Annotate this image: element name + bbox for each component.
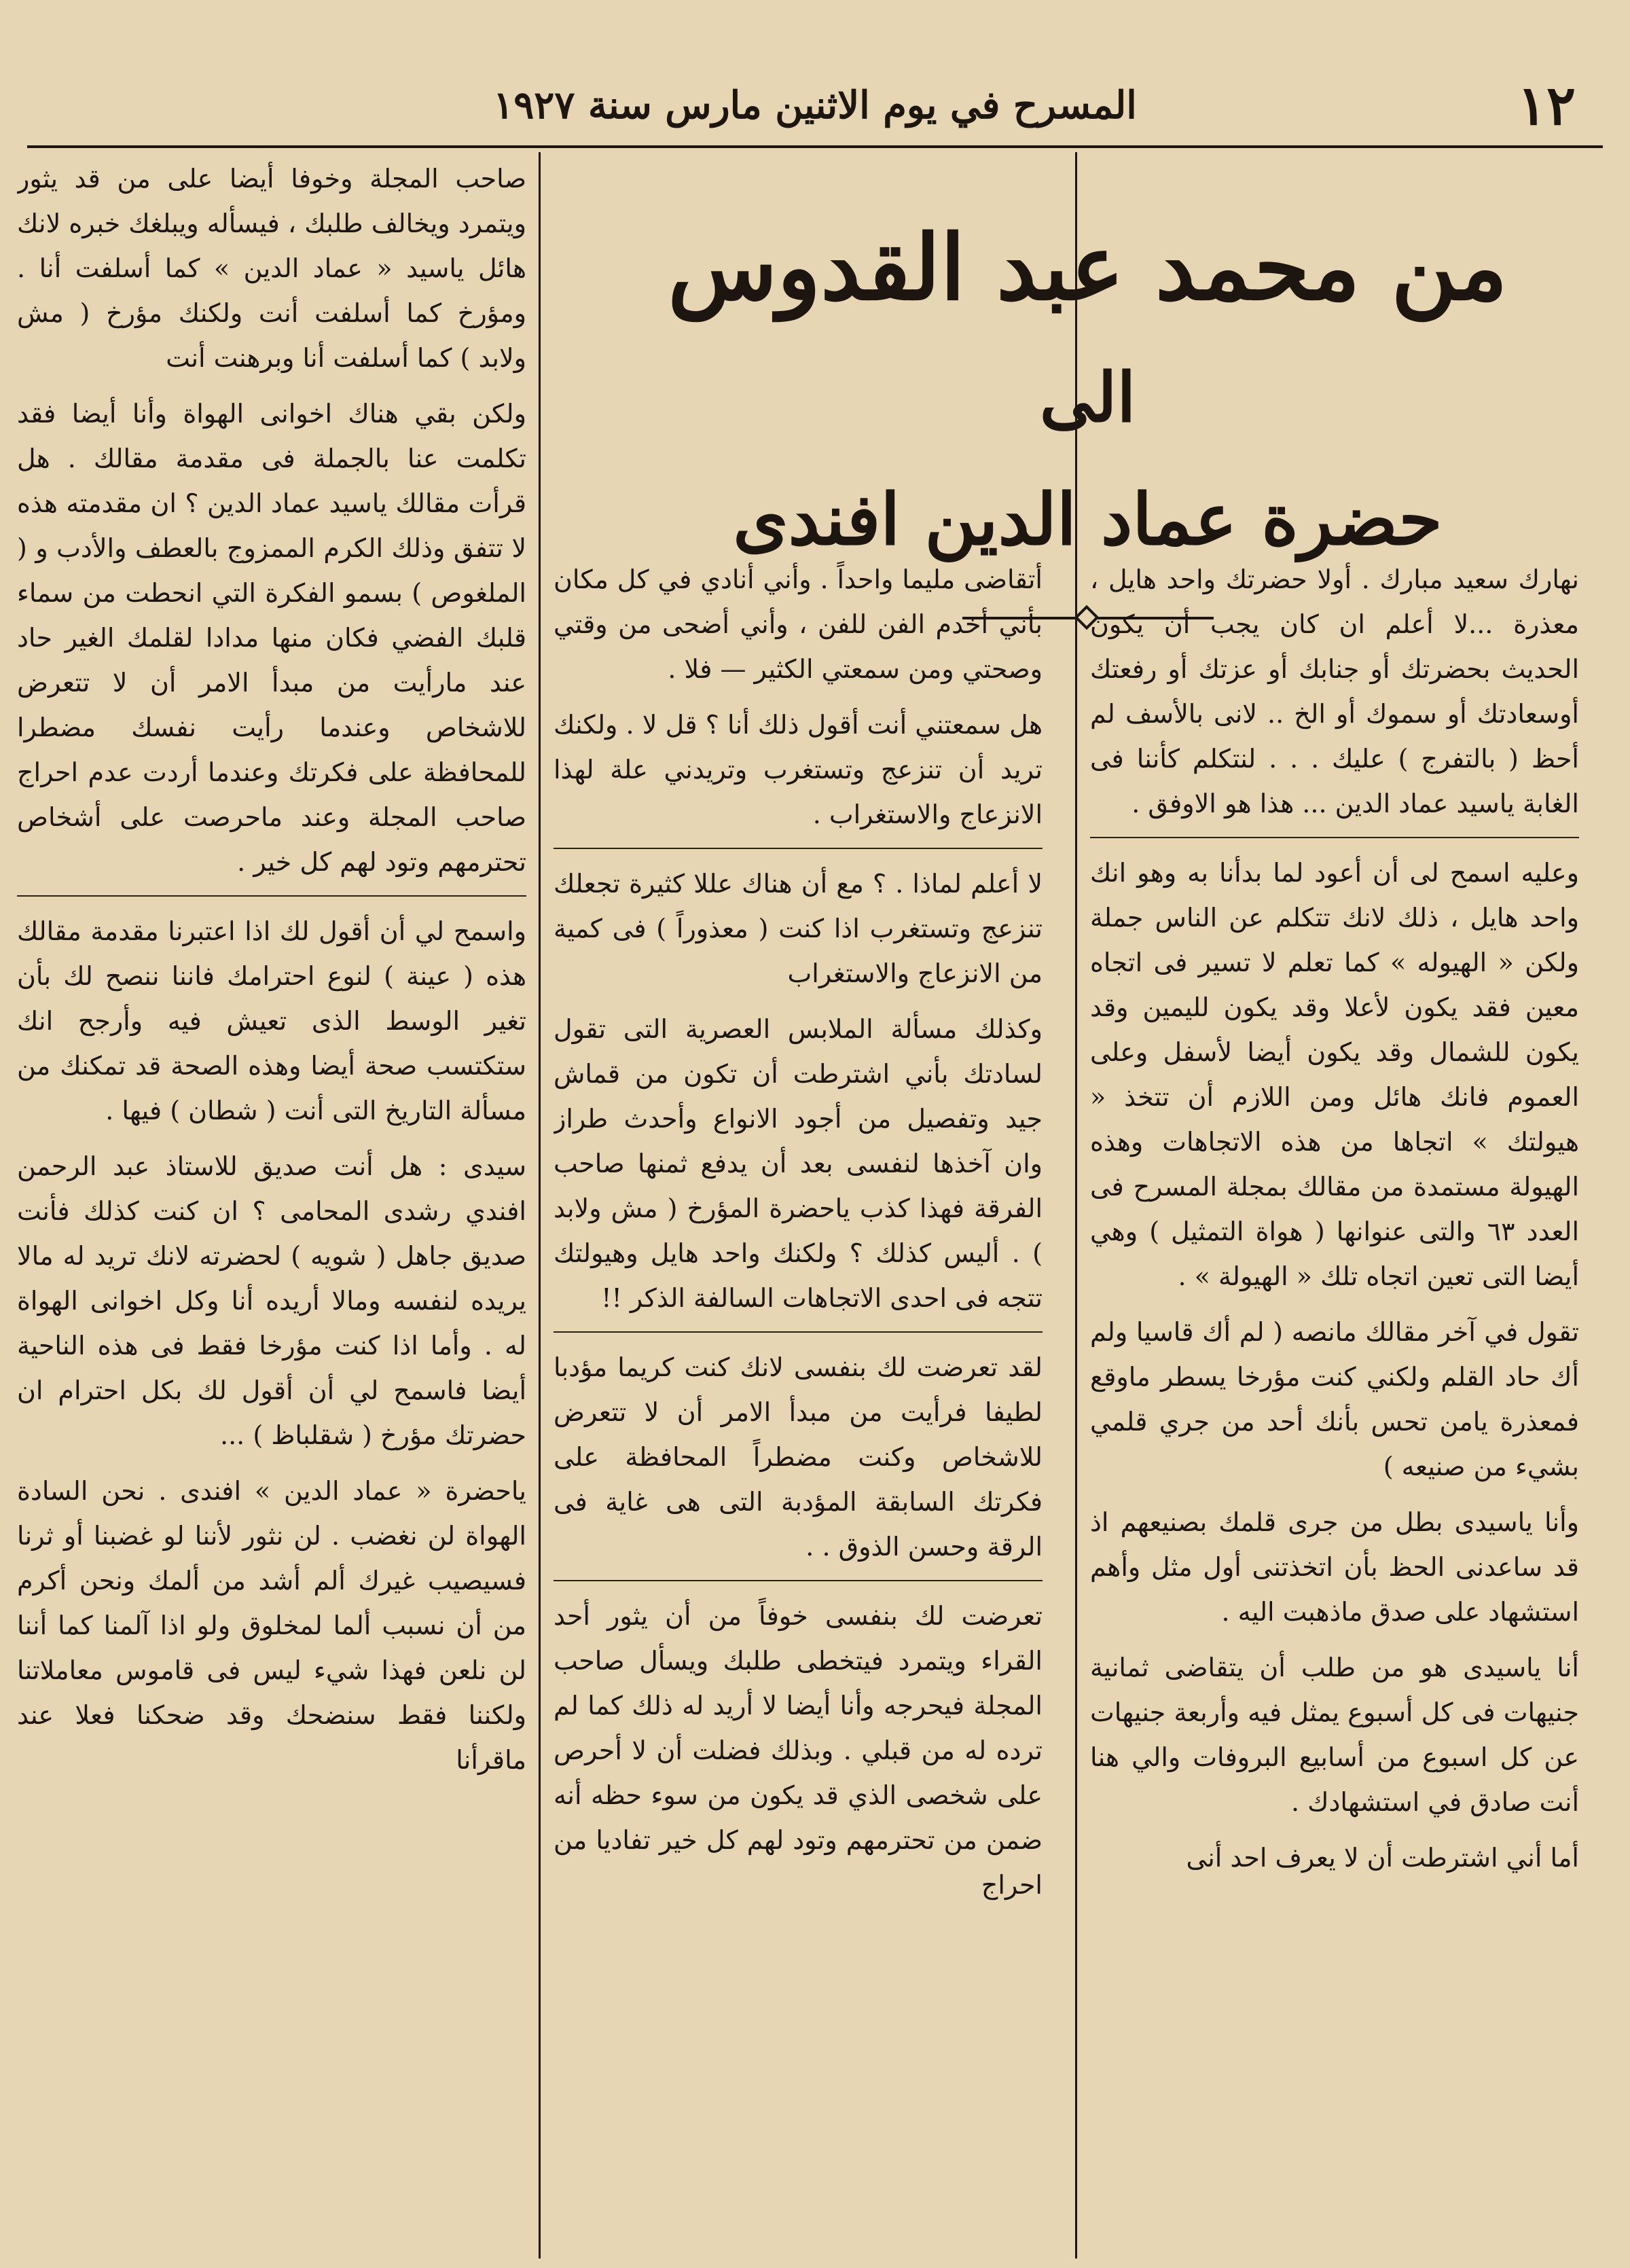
column-divider-left <box>539 152 541 2258</box>
headline-from: من محمد عبد القدوس <box>668 215 1508 321</box>
paragraph: لا أعلم لماذا . ؟ مع أن هناك عللا كثيرة تجعلك تنزعج وتستغرب اذا كنت ( معذوراً ) فى كمية من الانزعاج والاستغراب <box>554 848 1043 996</box>
paragraph: وأنا ياسيدى بطل من جرى قلمك بصنيعهم اذ قد ساعدنى الحظ بأن اتخذتنى أول مثل وأهم استشهاد على صدق ماذهبت اليه . <box>1090 1507 1579 1627</box>
paragraph: تعرضت لك بنفسى خوفاً من أن يثور أحد القراء ويتمرد فيتخطى طلبك ويسأل صاحب المجلة فيحرجه وأنا أيضا لا أريد له ذلك كما لم ترده له من قبلي . وبذلك فضلت أن لا أحرص على شخصى الذي قد يكون من سوء حظه أنه ضمن من تحترمهم وتود لهم كل خير تفاديا من احراج <box>554 1580 1043 1907</box>
paragraph: سيدى : هل أنت صديق للاستاذ عبد الرحمن افندي رشدى المحامى ؟ ان كنت كذلك فأنت صديق جاهل ( شويه ) لحضرته لانك تريد له مالا يريده لنفسه ومالا أريده أنا وكل اخوانى الهواة له . وأما اذا كنت مؤرخا فقط فى هذه الناحية أيضا فاسمح لي أن أقول لك بكل احترام ان حضرتك مؤرخ ( شقلباظ ) ... <box>17 1151 526 1450</box>
paragraph: نهارك سعيد مبارك . أولا حضرتك واحد هايل ، معذرة ...لا أعلم ان كان يجب أن يكون الحديث بحضرتك أو جنابك أو عزتك أو رفعتك أوسعادتك أو سموك أو الخ .. لانى بالأسف لم أحظ ( بالتفرج ) عليك . . . لنتكلم كأننا فى الغابة ياسيد عماد الدين ... هذا هو الاوفق . <box>1090 564 1579 818</box>
paragraph: واسمح لي أن أقول لك اذا اعتبرنا مقدمة مقالك هذه ( عينة ) لنوع احترامك فاننا ننصح لك بأن تغير الوسط الذى تعيش فيه وأرجح انك ستكتسب صحة أيضا وهذه الصحة قد تمكنك من مسألة التاريخ التى أنت ( شطان ) فيها . <box>17 895 526 1133</box>
paragraph: صاحب المجلة وخوفا أيضا على من قد يثور ويتمرد ويخالف طلبك ، فيسأله ويبلغك خبره لانك هائل ياسيد « عماد الدين » كما أسلفت أنا . ومؤرخ كما أسلفت أنت ولكنك مؤرخ ( مش ولابد ) كما أسلفت أنا وبرهنت أنت <box>17 164 526 373</box>
paragraph: ياحضرة « عماد الدين » افندى . نحن السادة الهواة لن نغضب . لن نثور لأننا لو غضبنا أو ثرنا فسيصيب غيرك ألم أشد من ألمك ونحن أكرم من أن نسبب ألما لمخلوق ولو اذا آلمنا كما أننا لن نلعن فهذا شيء ليس فى قاموس معاملاتنا ولكننا فقط سنضحك وقد ضحكنا فعلا عند ماقرأنا <box>17 1476 526 1775</box>
paragraph: ولكن بقي هناك اخوانى الهواة وأنا أيضا فقد تكلمت عنا بالجملة فى مقدمة مقالك . هل قرأت مقالك ياسيد عماد الدين ؟ ان مقدمته هذه لا تتفق وذلك الكرم الممزوج بالعطف والأدب و ( الملغوص ) بسمو الفكرة التي انحطت من سماء قلبك الفضي فكان منها مدادا لقلمك الغير حاد عند مارأيت من مبدأ الامر أن لا تتعرض للاشخاص وعندما رأيت نفسك مضطرا للمحافظة على فكرتك وعندما أردت عدم احراج صاحب المجلة وعند ماحرصت على أشخاص تحترمهم وتود لهم كل خير . <box>17 399 526 877</box>
paragraph: هل سمعتني أنت أقول ذلك أنا ؟ قل لا . ولكنك تريد أن تنزعج وتستغرب وتريدني علة لهذا الانزعاج والاستغراب . <box>554 710 1043 829</box>
page-number: ١٢ <box>1517 73 1576 137</box>
page-header <box>27 65 1603 148</box>
paragraph: أنا ياسيدى هو من طلب أن يتقاضى ثمانية جنيهات فى كل أسبوع يمثل فيه وأربعة جنيهات عن كل اسبوع من أسابيع البروفات والي هنا أنت صادق في استشهادك . <box>1090 1653 1579 1817</box>
paragraph: أتقاضى مليما واحداً . وأني أنادي في كل مكان بأني أخدم الفن للفن ، وأني أضحى من وقتي وصحتي ومن سمعتي الكثير — فلا . <box>554 564 1043 684</box>
paragraph: وعليه اسمح لى أن أعود لما بدأنا به وهو انك واحد هايل ، ذلك لانك تتكلم عن الناس جملة ولكن « الهيوله » كما تعلم لا تسير فى اتجاه معين فقد يكون لأعلا وقد يكون لليمين وقد يكون للشمال وقد يكون أيضا لأسفل وعلى العموم فانك هائل ومن اللازم أن تتخذ « هيولتك » اتجاها من هذه الاتجاهات وهذه الهيولة مستمدة من مقالك بمجلة المسرح فى العدد ٦٣ والتى عنوانها ( هواة التمثيل ) وهي أيضا التى تعين اتجاه تلك « الهيولة » . <box>1090 837 1579 1299</box>
article-column-right <box>1090 557 1579 1891</box>
headline-to: الى <box>1039 357 1136 437</box>
header-title: المسرح في يوم الاثنين مارس سنة ١٩٢٧ <box>493 83 1137 128</box>
paragraph: وكذلك مسألة الملابس العصرية التى تقول لسادتك بأني اشترطت أن تكون من قماش جيد وتفصيل من أجود الانواع وأحدث طراز وان آخذها لنفسى بعد أن يدفع ثمنها صاحب الفرقة فهذا كذب ياحضرة المؤرخ ( مش ولابد ) . أليس كذلك ؟ ولكنك واحد هايل وهيولتك تتجه فى احدى الاتجاهات السالفة الذكر !! <box>554 1014 1043 1313</box>
headline-recipient: حضرة عماد الدين افندى <box>733 478 1443 561</box>
article-column-left <box>17 156 526 1793</box>
paragraph: تقول في آخر مقالك مانصه ( لم أك قاسيا ولم أك حاد القلم ولكني كنت مؤرخا يسطر ماوقع فمعذرة يامن تحس بأنك أحد من جري قلمي بشيء من صنيعه ) <box>1090 1317 1579 1481</box>
article-column-middle <box>554 557 1043 1918</box>
paragraph: أما أني اشترطت أن لا يعرف احد أنى <box>1186 1843 1579 1873</box>
paragraph: لقد تعرضت لك بنفسى لانك كنت كريما مؤدبا لطيفا فرأيت من مبدأ الامر أن لا تتعرض للاشخاص وكنت مضطراً المحافظة على فكرتك السابقة المؤدبة التى هى غاية فى الرقة وحسن الذوق . . <box>554 1331 1043 1569</box>
